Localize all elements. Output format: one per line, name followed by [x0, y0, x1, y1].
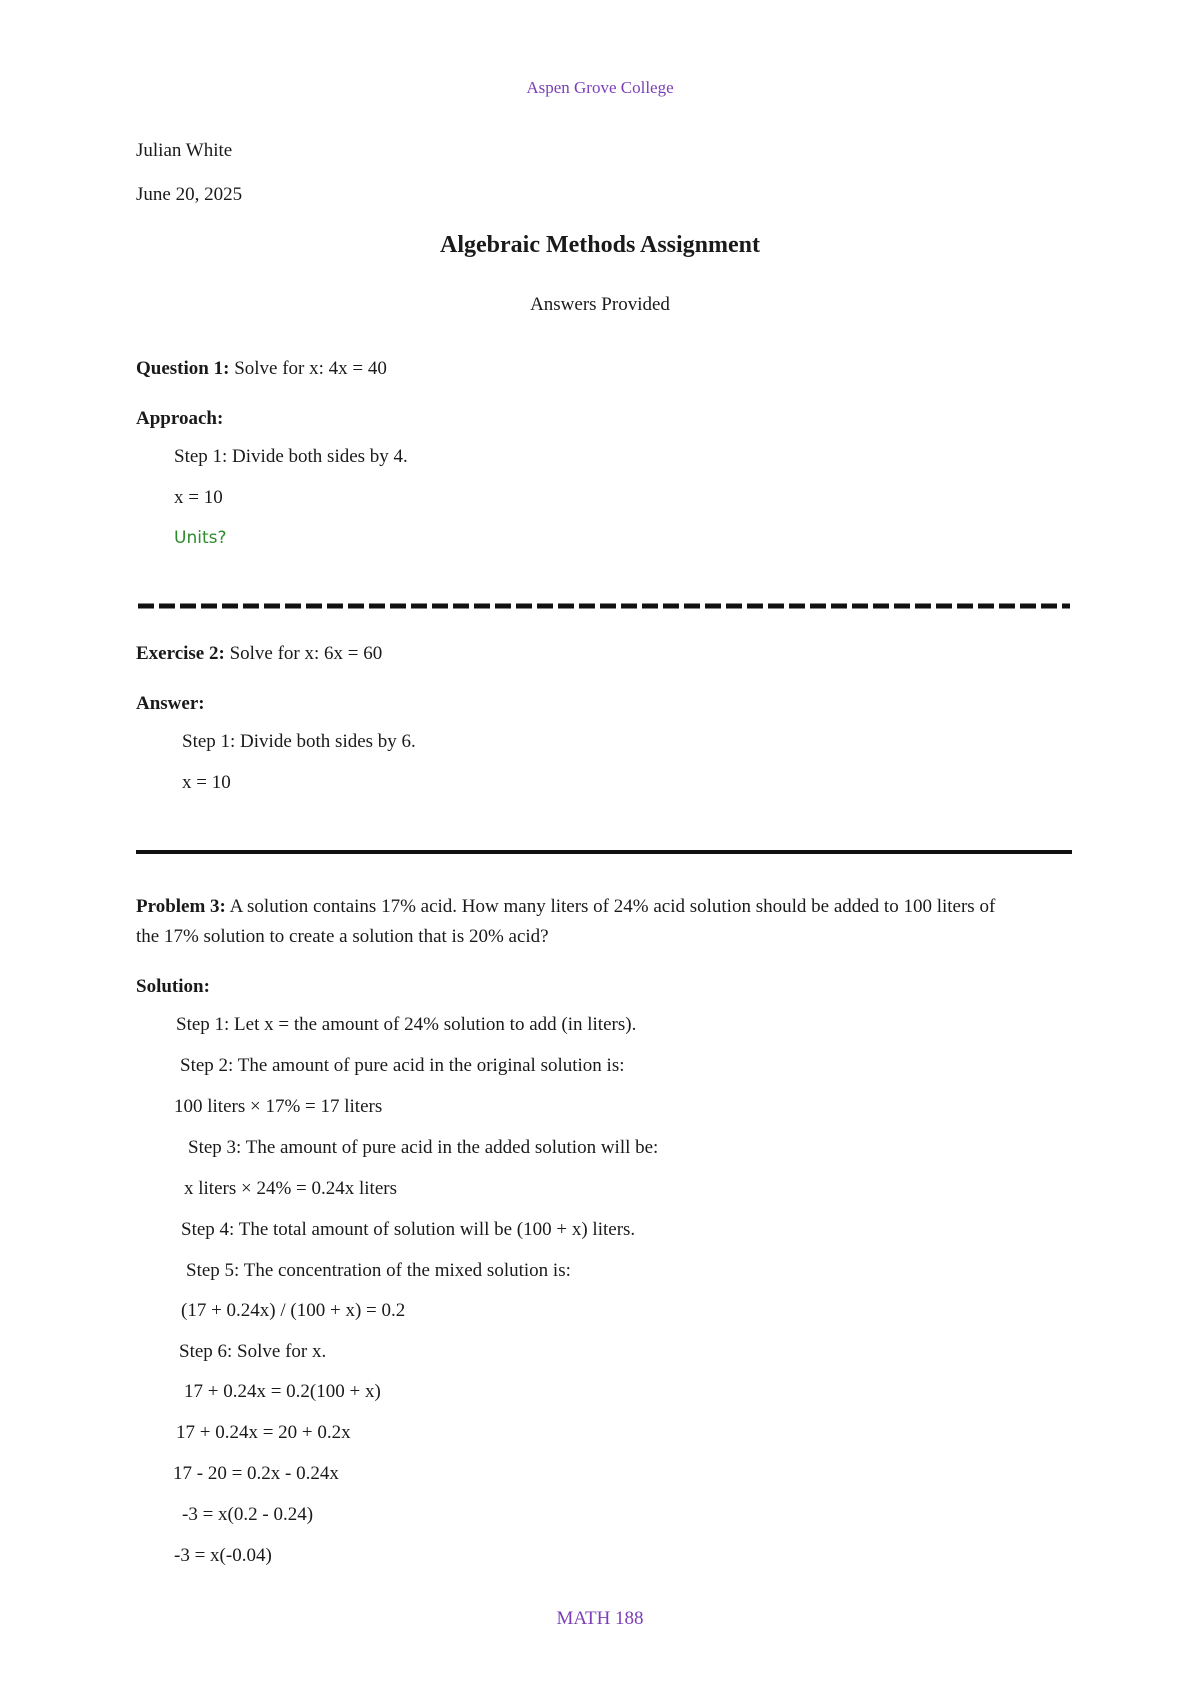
problem-3-label: Problem 3:: [136, 896, 226, 917]
solution-line: Step 5: The concentration of the mixed solution is:: [186, 1260, 571, 1281]
answer-label-text: Answer:: [136, 693, 205, 714]
question-1-prompt: Solve for x: 4x = 40: [229, 358, 387, 379]
solution-line: 17 - 20 = 0.2x - 0.24x: [173, 1463, 339, 1484]
solution-line: Step 1: Let x = the amount of 24% solution to add (in liters).: [176, 1014, 637, 1035]
solution-line: Step 4: The total amount of solution will be (100 + x) liters.: [181, 1219, 636, 1240]
exercise-2-label: Exercise 2:: [136, 643, 225, 664]
header-institution: Aspen Grove College: [526, 78, 674, 97]
assignment-date: June 20, 2025: [136, 184, 243, 205]
approach-label-text: Approach:: [136, 408, 224, 429]
solution-line: x liters × 24% = 0.24x liters: [184, 1178, 397, 1199]
problem-3-solution-label: [136, 976, 210, 998]
page-subtitle: Answers Provided: [530, 294, 670, 315]
question-1-approach-label: [136, 408, 223, 430]
solution-line: Step 6: Solve for x.: [179, 1341, 327, 1362]
exercise-2-step-1: Step 1: Divide both sides by 6.: [182, 731, 416, 752]
solid-divider: [136, 850, 1072, 854]
solution-line: 100 liters × 17% = 17 liters: [174, 1096, 383, 1117]
question-1-label: Question 1:: [136, 358, 230, 379]
solution-line: Step 3: The amount of pure acid in the added solution will be:: [188, 1137, 659, 1158]
question-1-result: x = 10: [174, 487, 223, 508]
problem-3: [136, 896, 995, 918]
student-name: Julian White: [136, 140, 233, 161]
solution-line: Step 2: The amount of pure acid in the original solution is:: [180, 1055, 625, 1076]
exercise-2-prompt: Solve for x: 6x = 60: [224, 643, 383, 664]
exercise-2-answer-label: [136, 693, 205, 715]
solution-line: (17 + 0.24x) / (100 + x) = 0.2: [181, 1300, 406, 1321]
exercise-2-result: x = 10: [182, 772, 231, 793]
solution-line: -3 = x(0.2 - 0.24): [182, 1504, 314, 1525]
solution-line: 17 + 0.24x = 20 + 0.2x: [176, 1422, 351, 1443]
problem-3-prompt-line-1: A solution contains 17% acid. How many liters of 24% acid solution should be added to 100 liters of: [225, 896, 996, 917]
page-title: Algebraic Methods Assignment: [440, 232, 760, 258]
exercise-2: [136, 643, 382, 665]
dashed-divider: [136, 592, 1072, 620]
solution-label-text: Solution:: [136, 976, 210, 997]
solution-line: -3 = x(-0.04): [174, 1545, 272, 1566]
problem-3-prompt-line-2: the 17% solution to create a solution that is 20% acid?: [136, 926, 549, 947]
question-1: [136, 358, 387, 380]
solution-line: 17 + 0.24x = 0.2(100 + x): [184, 1381, 381, 1402]
reviewer-note: Units?: [174, 528, 227, 548]
question-1-step-1: Step 1: Divide both sides by 4.: [174, 446, 408, 467]
footer-course: MATH 188: [556, 1608, 644, 1629]
